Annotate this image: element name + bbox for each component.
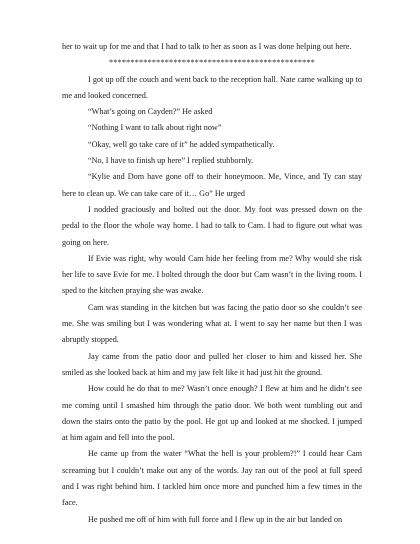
scene-separator: ************************************************ — [108, 58, 316, 68]
paragraph: Jay came from the patio door and pulled her closer to him and kissed her. She smiled as she looked back at him and my jaw felt like it had just hit the ground. — [62, 351, 362, 377]
paragraph: “Kylie and Dom have gone off to their honeymoon. Me, Vince, and Ty can stay here to clean up. We can take care of it… Go” He urged — [62, 172, 362, 198]
paragraph: He pushed me off of him with full force and I flew up in the air but landed on — [88, 514, 343, 524]
dialogue-line: “No, I have to finish up here” I replied stubbornly. — [88, 156, 254, 166]
paragraph: I got up off the couch and went back to the reception hall. Nate came walking up to me and looked concerned. — [62, 74, 362, 100]
paragraph: He came up from the water “What the hell is your problem?!” I could hear Cam screaming but I couldn’t make out any of the words. Jay ran out of the pool at full speed and I was right behind him. I tackled him once more and punched him a few times in the face. — [62, 449, 362, 508]
paragraph: How could he do that to me? Wasn’t once enough? I flew at him and he didn’t see me coming until I smashed him through the patio door. We both went tumbling out and down the stairs onto the patio by the pool. He got up and looked at me shocked. I jumped at him again and fell into the pool. — [62, 384, 362, 443]
paragraph: Cam was standing in the kitchen but was facing the patio door so she couldn’t see me. She was smiling but I was wondering what at. I went to say her name but then I was abruptly stopped. — [62, 302, 362, 345]
dialogue-line: “Okay, well go take care of it” he added sympathetically. — [88, 139, 275, 149]
paragraph: If Evie was right, why would Cam hide her feeling from me? Why would she risk her life to save Evie for me. I bolted through the door but Cam wasn’t in the living room. I sped to the kitchen praying she was awake. — [62, 253, 362, 296]
page-body-text — [62, 39, 362, 528]
dialogue-line: “What’s going on Cayden?” He asked — [88, 107, 213, 117]
paragraph: her to wait up for me and that I had to talk to her as soon as I was done helping out here. — [62, 42, 352, 51]
paragraph: I nodded graciously and bolted out the door. My foot was pressed down on the pedal to the floor the whole way home. I had to talk to Cam. I had to figure out what was going on here. — [62, 204, 362, 247]
dialogue-line: “Nothing I want to talk about right now” — [88, 123, 222, 133]
